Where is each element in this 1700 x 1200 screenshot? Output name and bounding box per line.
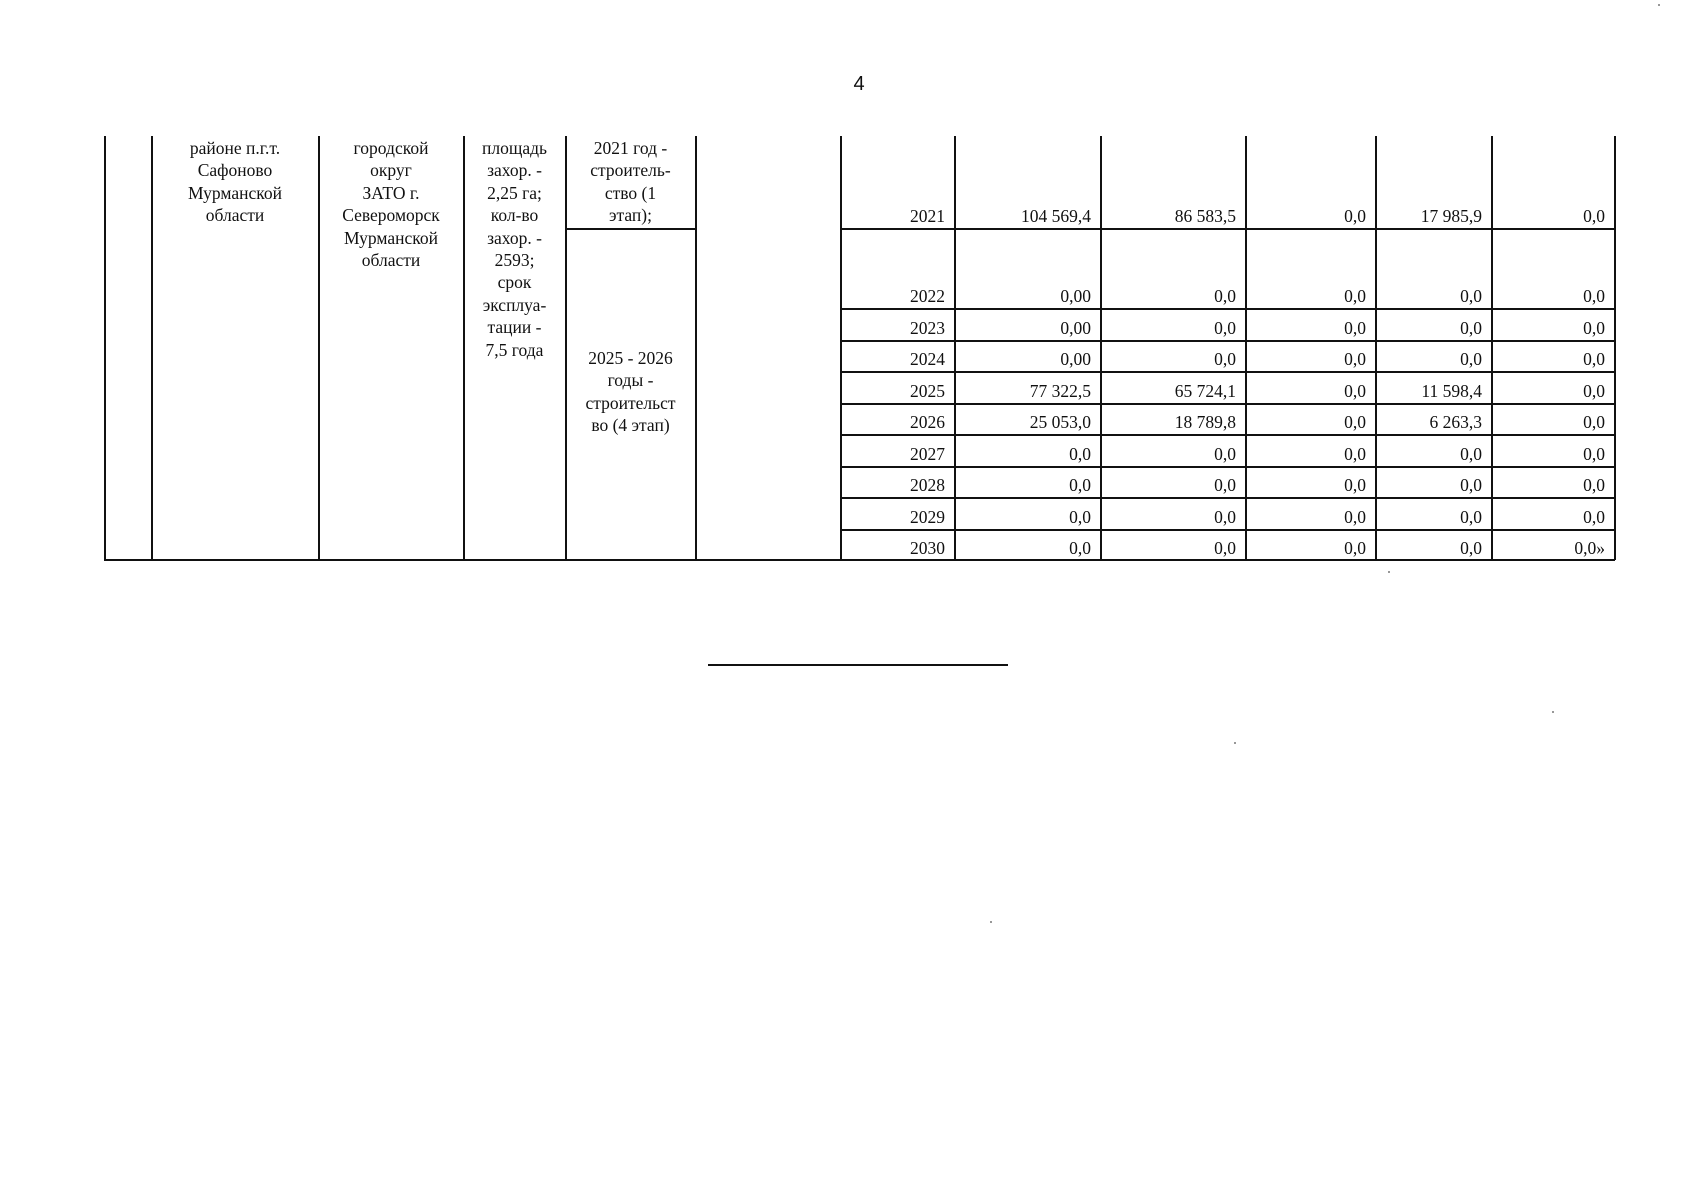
year-cell: 2025 — [910, 381, 945, 401]
table-border-bottom — [104, 559, 1615, 561]
scan-speck — [1234, 742, 1236, 744]
amount-cell: 0,0 — [1460, 538, 1482, 558]
year-cell: 2030 — [910, 538, 945, 558]
year-cell: 2022 — [910, 286, 945, 306]
amount-cell: 0,0 — [1214, 507, 1236, 527]
amount-cell: 0,0 — [1344, 507, 1366, 527]
amount-cell: 6 263,3 — [1429, 412, 1482, 432]
amount-cell: 0,0 — [1214, 475, 1236, 495]
amount-cell: 0,0 — [1214, 444, 1236, 464]
amount-cell: 0,0 — [1583, 475, 1605, 495]
municipality-cell: городской округ ЗАТО г. Североморск Мурманской области — [342, 138, 440, 271]
total-cell: 25 053,0 — [1029, 412, 1091, 432]
page-number: 4 — [853, 73, 865, 95]
amount-cell: 0,0 — [1344, 206, 1366, 226]
row-divider — [840, 308, 1615, 310]
end-of-section-rule — [708, 664, 1008, 666]
scan-speck — [1658, 4, 1660, 6]
amount-cell: 0,0 — [1583, 507, 1605, 527]
amount-cell: 0,0 — [1344, 538, 1366, 558]
amount-cell: 0,0 — [1583, 286, 1605, 306]
amount-cell: 0,0 — [1460, 475, 1482, 495]
parameters-cell: площадь захор. - 2,25 га; кол-во захор. - 2593; срок эксплуа- тации - 7,5 года — [482, 138, 547, 360]
row-divider — [840, 529, 1615, 531]
amount-cell: 0,0 — [1583, 349, 1605, 369]
amount-cell: 0,0 — [1344, 349, 1366, 369]
total-cell: 0,0 — [1069, 475, 1091, 495]
year-cell: 2026 — [910, 412, 945, 432]
row-divider — [840, 228, 1615, 230]
row-divider — [840, 371, 1615, 373]
row-divider — [840, 434, 1615, 436]
table-border-left — [104, 136, 106, 560]
amount-cell: 17 985,9 — [1420, 206, 1482, 226]
total-cell: 104 569,4 — [1021, 206, 1091, 226]
amount-cell: 0,0 — [1344, 286, 1366, 306]
amount-cell: 86 583,5 — [1174, 206, 1236, 226]
amount-cell: 0,0 — [1460, 444, 1482, 464]
amount-cell: 65 724,1 — [1174, 381, 1236, 401]
amount-cell: 0,0 — [1460, 349, 1482, 369]
amount-cell: 0,0 — [1460, 507, 1482, 527]
scan-speck — [1388, 571, 1390, 573]
year-cell: 2024 — [910, 349, 945, 369]
scan-speck — [1552, 711, 1554, 713]
amount-cell: 0,0 — [1344, 444, 1366, 464]
amount-cell: 0,0 — [1583, 318, 1605, 338]
amount-cell: 0,0 — [1214, 286, 1236, 306]
amount-cell: 0,0 — [1583, 444, 1605, 464]
amount-cell: 0,0 — [1583, 381, 1605, 401]
location-cell: районе п.г.т. Сафоново Мурманской области — [188, 138, 282, 226]
total-cell: 0,0 — [1069, 538, 1091, 558]
year-cell: 2023 — [910, 318, 945, 338]
amount-cell: 0,0 — [1214, 318, 1236, 338]
amount-cell: 0,0 — [1214, 538, 1236, 558]
amount-cell: 0,0 — [1344, 412, 1366, 432]
year-cell: 2028 — [910, 475, 945, 495]
column-divider — [695, 136, 697, 560]
stage-2025-cell: 2025 - 2026 годы - строительст во (4 этап) — [585, 348, 676, 436]
stage-2021-cell: 2021 год - строитель- ство (1 этап); — [590, 138, 671, 226]
stage-divider — [565, 228, 695, 230]
row-divider — [840, 497, 1615, 499]
amount-cell: 0,0» — [1574, 538, 1605, 558]
year-cell: 2027 — [910, 444, 945, 464]
total-cell: 0,0 — [1069, 507, 1091, 527]
year-cell: 2029 — [910, 507, 945, 527]
amount-cell: 0,0 — [1460, 318, 1482, 338]
amount-cell: 18 789,8 — [1174, 412, 1236, 432]
amount-cell: 0,0 — [1460, 286, 1482, 306]
total-cell: 0,00 — [1060, 349, 1091, 369]
total-cell: 0,00 — [1060, 318, 1091, 338]
amount-cell: 0,0 — [1344, 318, 1366, 338]
row-divider — [840, 340, 1615, 342]
amount-cell: 0,0 — [1344, 475, 1366, 495]
amount-cell: 0,0 — [1583, 412, 1605, 432]
year-cell: 2021 — [910, 206, 945, 226]
total-cell: 0,00 — [1060, 286, 1091, 306]
total-cell: 0,0 — [1069, 444, 1091, 464]
row-divider — [840, 466, 1615, 468]
scan-speck — [990, 921, 992, 923]
row-divider — [840, 403, 1615, 405]
total-cell: 77 322,5 — [1029, 381, 1091, 401]
amount-cell: 11 598,4 — [1421, 381, 1482, 401]
amount-cell: 0,0 — [1583, 206, 1605, 226]
amount-cell: 0,0 — [1214, 349, 1236, 369]
amount-cell: 0,0 — [1344, 381, 1366, 401]
